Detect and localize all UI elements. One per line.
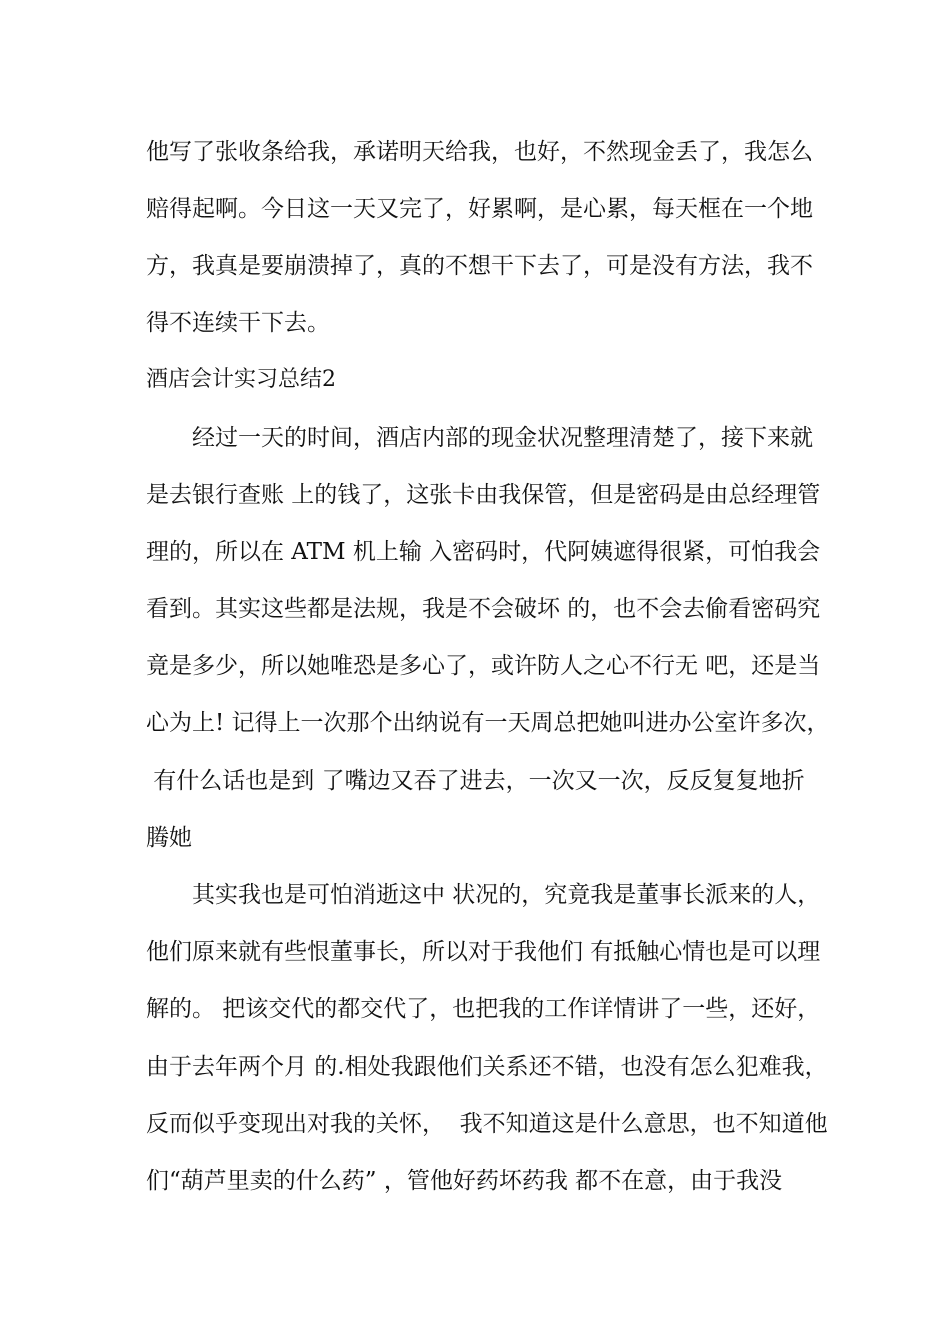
text-line: 得不连续干下去。 [146, 310, 330, 336]
text-line: 他们原来就有些恨董事长，所以对于我他们 有抵触心情也是可以理 [146, 939, 821, 965]
text-line: 有什么话也是到 了嘴边又吞了进去，一次又一次，反反复复地折 [146, 768, 805, 794]
text-line: 方，我真是要崩溃掉了，真的不想干下去了，可是没有方法，我不 [146, 253, 813, 279]
text-line: 经过一天的时间，酒店内部的现金状况整理清楚了，接下来就 [146, 425, 813, 451]
text-line: 是去银行查账 上的钱了，这张卡由我保管，但是密码是由总经理管 [146, 482, 821, 508]
text-line: 们“葫芦里卖的什么药” ，管他好药坏药我 都不在意，由于我没 [146, 1168, 783, 1194]
text-line: 赔得起啊。今日这一天又完了，好累啊，是心累，每天框在一个地 [146, 196, 813, 222]
text-line: 反而似乎变现出对我的关怀， 我不知道这是什么意思，也不知道他 [146, 1111, 828, 1137]
section-heading: 酒店会计实习总结2 [146, 367, 336, 392]
text-line: 看到。其实这些都是法规，我是不会破坏 的，也不会去偷看密码究 [146, 596, 821, 622]
text-line: 心为上! 记得上一次那个出纳说有一天周总把她叫进办公室许多次， [146, 710, 830, 736]
text-line: 他写了张收条给我，承诺明天给我，也好，不然现金丢了，我怎么 [146, 139, 813, 165]
text-line: 理的，所以在 ATM 机上输 入密码时，代阿姨遮得很紧，可怕我会 [146, 539, 821, 565]
text-line: 竟是多少，所以她唯恐是多心了，或许防人之心不行无 吧，还是当 [146, 653, 821, 679]
text-line: 其实我也是可怕消逝这中 状况的，究竟我是董事长派来的人， [146, 882, 821, 908]
text-line: 由于去年两个月 的.相处我跟他们关系还不错，也没有怎么犯难我， [146, 1054, 828, 1080]
text-line: 腾她 [146, 825, 192, 851]
text-line: 解的。 把该交代的都交代了，也把我的工作详情讲了一些，还好， [146, 996, 821, 1022]
